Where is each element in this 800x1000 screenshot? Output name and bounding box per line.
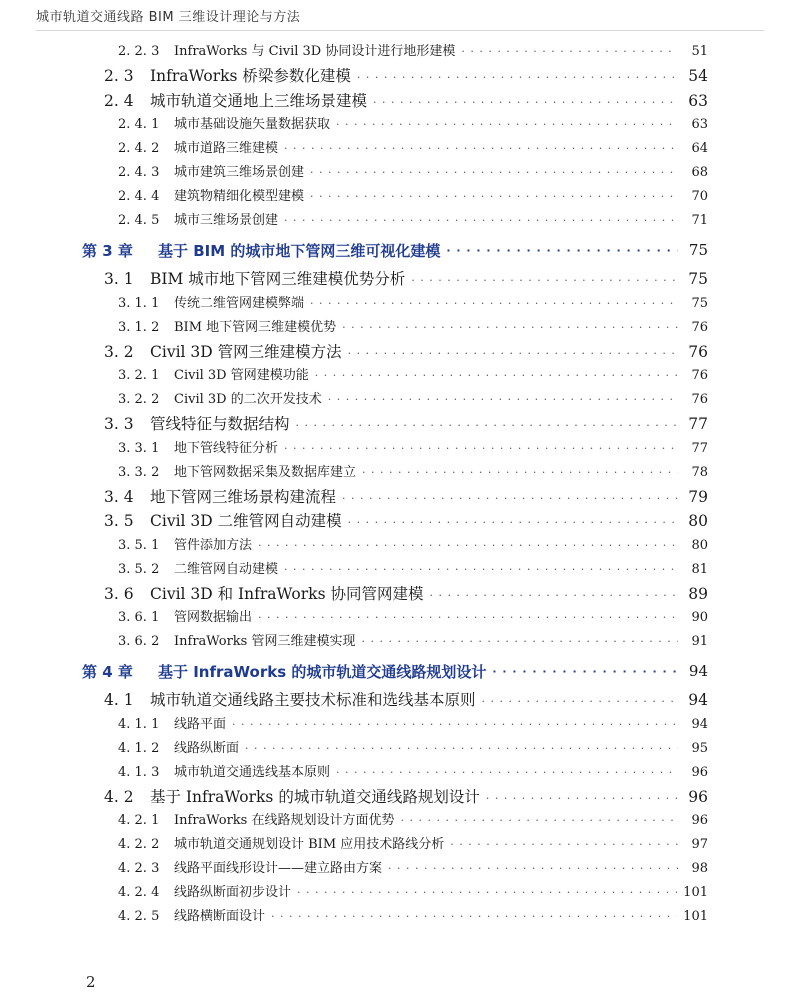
- toc-subsection-entry[interactable]: [0, 461, 800, 485]
- toc-entry-number: 4. 2. 4: [118, 885, 160, 900]
- toc-section-entry[interactable]: [0, 485, 800, 510]
- toc-entry-title: 建筑物精细化模型建模: [174, 189, 305, 204]
- toc-entry-number: 4. 1. 2: [118, 740, 160, 756]
- toc-entry-number: 3. 2. 2: [118, 392, 160, 407]
- toc-leader-dots: [258, 539, 678, 552]
- toc-entry-number: 3. 2. 1: [118, 368, 160, 383]
- toc-subsection-entry[interactable]: [0, 209, 800, 233]
- toc-subsection-entry[interactable]: [0, 558, 800, 582]
- toc-leader-dots: [328, 393, 678, 406]
- toc-entry-number: 4. 2. 3: [118, 861, 160, 876]
- toc-entry-page: 101: [683, 909, 708, 924]
- toc-entry-number: 4. 2. 5: [118, 909, 160, 924]
- toc-leader-dots: [336, 766, 678, 779]
- toc-entry-title: Civil 3D 和 InfraWorks 协同管网建模: [150, 584, 424, 603]
- toc-entry-title: 城市轨道交通选线基本原则: [174, 764, 331, 780]
- toc-leader-dots: [245, 742, 678, 755]
- toc-leader-dots: [450, 838, 678, 851]
- toc-entry-page: 91: [691, 634, 708, 649]
- toc-entry-title: Civil 3D 管网三维建模方法: [150, 342, 342, 361]
- running-header: 城市轨道交通线路 BIM 三维设计理论与方法: [36, 10, 301, 25]
- toc-entry-title: BIM 地下管网三维建模优势: [174, 319, 337, 335]
- table-of-contents: [0, 40, 800, 929]
- toc-entry-number: 4. 2. 2: [118, 837, 160, 852]
- toc-entry-number: 2. 3: [104, 67, 134, 85]
- toc-entry-page: 80: [691, 537, 708, 553]
- toc-entry-page: 96: [691, 813, 708, 828]
- toc-entry-number: 3. 6. 1: [118, 610, 160, 625]
- toc-entry-page: 68: [691, 165, 708, 180]
- toc-entry-number: 2. 4. 3: [118, 165, 160, 180]
- toc-leader-dots: [342, 321, 678, 334]
- toc-subsection-entry[interactable]: [0, 185, 800, 209]
- toc-subsection-entry[interactable]: [0, 388, 800, 412]
- toc-entry-number: 3. 3. 1: [118, 440, 160, 456]
- toc-entry-number: 3. 1: [104, 270, 134, 288]
- toc-leader-dots: [336, 118, 678, 131]
- toc-subsection-entry[interactable]: [0, 364, 800, 388]
- toc-entry-title: 城市道路三维建模: [174, 141, 279, 156]
- toc-entry-page: 94: [688, 691, 708, 709]
- toc-subsection-entry[interactable]: [0, 137, 800, 161]
- toc-entry-title: 基于 BIM 的城市地下管网三维可视化建模: [158, 241, 441, 260]
- toc-leader-dots: [284, 563, 678, 576]
- toc-subsection-entry[interactable]: [0, 713, 800, 737]
- toc-entry-number: 3. 5: [104, 512, 134, 530]
- toc-entry-title: 线路纵断面: [174, 740, 240, 756]
- toc-leader-dots: [348, 516, 678, 529]
- toc-entry-number: 3. 2: [104, 342, 134, 361]
- toc-leader-dots: [258, 611, 678, 624]
- toc-leader-dots: [388, 862, 678, 875]
- toc-section-entry[interactable]: [0, 582, 800, 607]
- toc-entry-page: 95: [691, 740, 708, 756]
- toc-leader-dots: [411, 274, 678, 287]
- toc-leader-dots: [373, 96, 678, 109]
- toc-section-entry[interactable]: [0, 267, 800, 292]
- toc-entry-title: 传统二维管网建模弊端: [174, 295, 305, 311]
- toc-entry-number: 2. 4. 5: [118, 213, 160, 228]
- toc-leader-dots: [296, 419, 678, 432]
- toc-entry-page: 97: [691, 837, 708, 852]
- toc-chapter-entry[interactable]: [0, 654, 800, 688]
- toc-entry-page: 90: [691, 610, 708, 625]
- toc-leader-dots: [310, 166, 678, 179]
- toc-entry-number: 3. 1. 2: [118, 319, 160, 335]
- toc-entry-page: 77: [691, 440, 708, 456]
- toc-subsection-entry[interactable]: [0, 809, 800, 833]
- toc-section-entry[interactable]: [0, 89, 800, 114]
- toc-leader-dots: [271, 910, 677, 923]
- toc-entry-page: 81: [691, 561, 708, 577]
- toc-subsection-entry[interactable]: [0, 881, 800, 905]
- toc-leader-dots: [482, 695, 678, 708]
- toc-entry-page: 101: [683, 885, 708, 900]
- toc-subsection-entry[interactable]: [0, 316, 800, 340]
- toc-entry-page: 76: [691, 368, 708, 383]
- toc-entry-number: 4. 1: [104, 691, 134, 709]
- toc-entry-page: 51: [691, 44, 708, 59]
- toc-entry-page: 94: [688, 662, 708, 680]
- toc-subsection-entry[interactable]: [0, 630, 800, 654]
- page-number: 2: [86, 973, 96, 991]
- toc-entry-number: 4. 2. 1: [118, 813, 160, 828]
- toc-entry-title: 基于 InfraWorks 的城市轨道交通线路规划设计: [158, 662, 487, 681]
- toc-leader-dots: [315, 369, 678, 382]
- toc-entry-title: 城市轨道交通地上三维场景建模: [150, 91, 368, 110]
- toc-entry-title: Civil 3D 的二次开发技术: [174, 392, 322, 407]
- toc-subsection-entry[interactable]: [0, 606, 800, 630]
- toc-entry-title: 城市建筑三维场景创建: [174, 165, 305, 180]
- toc-section-entry[interactable]: [0, 64, 800, 89]
- toc-entry-page: 70: [691, 189, 708, 204]
- toc-section-entry[interactable]: [0, 785, 800, 810]
- toc-subsection-entry[interactable]: [0, 292, 800, 316]
- toc-leader-dots: [492, 665, 678, 678]
- toc-entry-title: Civil 3D 管网建模功能: [174, 368, 309, 383]
- toc-entry-title: 城市轨道交通线路主要技术标准和选线基本原则: [150, 691, 476, 709]
- toc-entry-number: 3. 6: [104, 584, 134, 603]
- toc-entry-number: 3. 6. 2: [118, 634, 160, 649]
- header-divider: [36, 30, 764, 31]
- toc-leader-dots: [429, 589, 678, 602]
- toc-entry-page: 63: [691, 117, 708, 132]
- toc-leader-dots: [348, 347, 678, 360]
- toc-subsection-entry[interactable]: [0, 761, 800, 785]
- toc-entry-title: 城市基础设施矢量数据获取: [174, 117, 331, 132]
- toc-entry-title: 地下管网三维场景构建流程: [150, 487, 337, 506]
- toc-section-entry[interactable]: [0, 340, 800, 365]
- toc-entry-title: BIM 城市地下管网三维建模优势分析: [150, 270, 406, 288]
- toc-entry-page: 63: [688, 91, 708, 110]
- toc-entry-title: InfraWorks 与 Civil 3D 协同设计进行地形建模: [174, 44, 456, 59]
- toc-entry-number: 3. 3: [104, 415, 134, 433]
- toc-entry-number: 4. 2: [104, 787, 134, 806]
- toc-leader-dots: [486, 792, 678, 805]
- toc-entry-title: Civil 3D 二维管网自动建模: [150, 512, 342, 530]
- toc-entry-page: 76: [688, 342, 708, 361]
- toc-subsection-entry[interactable]: [0, 737, 800, 761]
- toc-entry-page: 96: [688, 787, 708, 806]
- toc-leader-dots: [362, 466, 678, 479]
- toc-entry-page: 64: [691, 141, 708, 156]
- toc-subsection-entry[interactable]: [0, 161, 800, 185]
- toc-subsection-entry[interactable]: [0, 40, 800, 64]
- toc-leader-dots: [446, 244, 678, 257]
- toc-section-entry[interactable]: [0, 412, 800, 437]
- toc-entry-number: 2. 2. 3: [118, 44, 160, 59]
- toc-leader-dots: [401, 814, 679, 827]
- toc-leader-dots: [284, 214, 678, 227]
- toc-entry-title: 管网数据输出: [174, 610, 253, 625]
- toc-subsection-entry[interactable]: [0, 833, 800, 857]
- toc-entry-title: 基于 InfraWorks 的城市轨道交通线路规划设计: [150, 787, 480, 806]
- toc-entry-title: 地下管线特征分析: [174, 440, 279, 456]
- toc-leader-dots: [232, 718, 678, 731]
- toc-entry-page: 75: [691, 295, 708, 311]
- toc-entry-title: 管件添加方法: [174, 537, 253, 553]
- toc-leader-dots: [284, 142, 678, 155]
- toc-entry-number: 3. 3. 2: [118, 464, 160, 480]
- toc-entry-title: 地下管网数据采集及数据库建立: [174, 464, 357, 480]
- toc-entry-title: 二维管网自动建模: [174, 561, 279, 577]
- toc-entry-number: 2. 4. 2: [118, 141, 160, 156]
- toc-entry-number: 2. 4. 4: [118, 189, 160, 204]
- toc-entry-number: 3. 5. 1: [118, 537, 160, 553]
- toc-entry-title: 线路横断面设计: [174, 909, 266, 924]
- toc-chapter-entry[interactable]: [0, 233, 800, 267]
- toc-entry-page: 71: [691, 213, 708, 228]
- toc-entry-page: 89: [688, 584, 708, 603]
- toc-leader-dots: [310, 190, 678, 203]
- toc-entry-number: 4. 1. 3: [118, 764, 160, 780]
- toc-entry-number: 3. 4: [104, 487, 134, 506]
- toc-entry-page: 75: [688, 241, 708, 259]
- toc-subsection-entry[interactable]: [0, 113, 800, 137]
- toc-leader-dots: [362, 635, 679, 648]
- toc-entry-page: 98: [691, 861, 708, 876]
- toc-subsection-entry[interactable]: [0, 534, 800, 558]
- toc-entry-number: 4. 1. 1: [118, 716, 160, 732]
- toc-entry-title: 线路平面线形设计——建立路由方案: [174, 861, 383, 876]
- toc-leader-dots: [284, 442, 678, 455]
- toc-leader-dots: [342, 492, 678, 505]
- toc-entry-number: 第 3 章: [82, 241, 133, 260]
- toc-entry-title: 线路纵断面初步设计: [174, 885, 292, 900]
- toc-entry-page: 96: [691, 764, 708, 780]
- toc-leader-dots: [461, 45, 678, 58]
- toc-entry-page: 77: [688, 415, 708, 433]
- toc-leader-dots: [310, 297, 678, 310]
- toc-entry-page: 80: [688, 512, 708, 530]
- toc-entry-number: 第 4 章: [82, 662, 133, 681]
- toc-subsection-entry[interactable]: [0, 857, 800, 881]
- toc-entry-number: 3. 5. 2: [118, 561, 160, 577]
- toc-entry-number: 3. 1. 1: [118, 295, 160, 311]
- toc-entry-number: 2. 4: [104, 91, 134, 110]
- toc-entry-page: 76: [691, 392, 708, 407]
- toc-leader-dots: [357, 71, 678, 84]
- toc-subsection-entry[interactable]: [0, 905, 800, 929]
- toc-entry-title: InfraWorks 桥梁参数化建模: [150, 67, 351, 85]
- toc-section-entry[interactable]: [0, 509, 800, 534]
- toc-entry-page: 79: [688, 487, 708, 506]
- toc-leader-dots: [297, 886, 677, 899]
- toc-entry-page: 75: [688, 270, 708, 288]
- toc-entry-number: 2. 4. 1: [118, 117, 160, 132]
- toc-entry-title: 管线特征与数据结构: [150, 415, 290, 433]
- toc-entry-page: 76: [691, 319, 708, 335]
- toc-entry-page: 94: [691, 716, 708, 732]
- toc-entry-title: 城市三维场景创建: [174, 213, 279, 228]
- toc-entry-title: InfraWorks 在线路规划设计方面优势: [174, 813, 395, 828]
- toc-entry-page: 78: [691, 464, 708, 480]
- toc-entry-title: 城市轨道交通规划设计 BIM 应用技术路线分析: [174, 837, 445, 852]
- toc-entry-title: InfraWorks 管网三维建模实现: [174, 634, 356, 649]
- toc-entry-title: 线路平面: [174, 716, 227, 732]
- toc-entry-page: 54: [688, 67, 708, 85]
- toc-subsection-entry[interactable]: [0, 437, 800, 461]
- toc-section-entry[interactable]: [0, 688, 800, 713]
